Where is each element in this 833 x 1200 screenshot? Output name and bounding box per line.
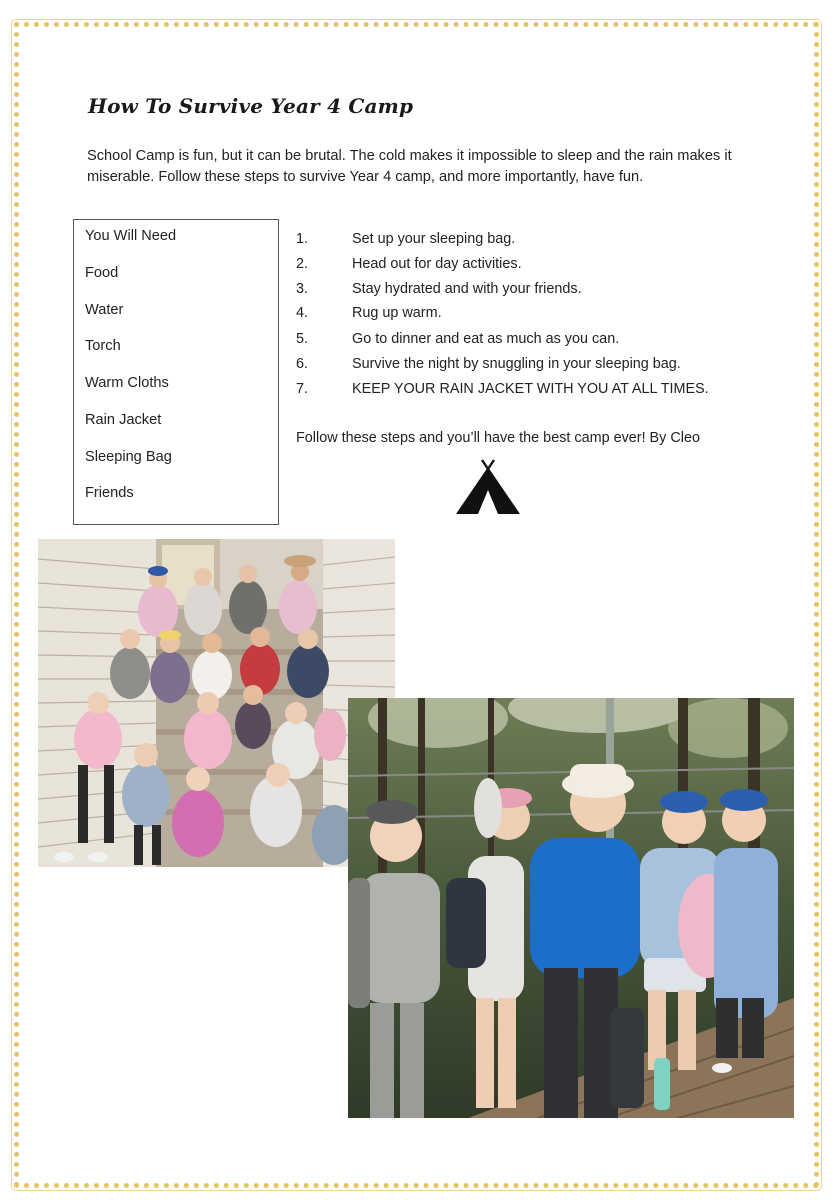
step-text: KEEP YOUR RAIN JACKET WITH YOU AT ALL TIMES. (352, 381, 709, 397)
step-number: 7. (296, 381, 309, 397)
needs-heading: You Will Need (85, 228, 177, 244)
step-number: 4. (296, 305, 309, 321)
photo-group-in-forest (348, 698, 794, 1118)
step-number: 1. (296, 231, 309, 247)
tent-icon (454, 456, 522, 518)
needs-item: Friends (85, 485, 134, 501)
intro-paragraph: School Camp is fun, but it can be brutal. The cold makes it impossible to sleep and the rain makes it miserable. Follow these steps to survive Year 4 camp, and more importantly, have fun. (87, 148, 732, 185)
step-text: Go to dinner and eat as much as you can. (352, 331, 620, 347)
step-text: Rug up warm. (352, 305, 442, 321)
step-text: Set up your sleeping bag. (352, 231, 516, 247)
you-will-need-box (73, 219, 279, 525)
step-text: Survive the night by snuggling in your sleeping bag. (352, 356, 681, 372)
step-number: 2. (296, 256, 309, 272)
needs-item: Food (85, 265, 119, 281)
step-number: 5. (296, 331, 309, 347)
closing-sentence: Follow these steps and you’ll have the best camp ever! By Cleo (296, 430, 700, 446)
page-title: How To Survive Year 4 Camp (88, 94, 414, 118)
needs-item: Sleeping Bag (85, 449, 172, 465)
photo-group-on-stairs (38, 539, 395, 867)
step-number: 6. (296, 356, 309, 372)
needs-item: Rain Jacket (85, 412, 162, 428)
step-text: Stay hydrated and with your friends. (352, 281, 582, 297)
step-number: 3. (296, 281, 309, 297)
needs-item: Warm Cloths (85, 375, 169, 391)
step-text: Head out for day activities. (352, 256, 522, 272)
needs-item: Water (85, 302, 124, 318)
needs-item: Torch (85, 338, 121, 354)
